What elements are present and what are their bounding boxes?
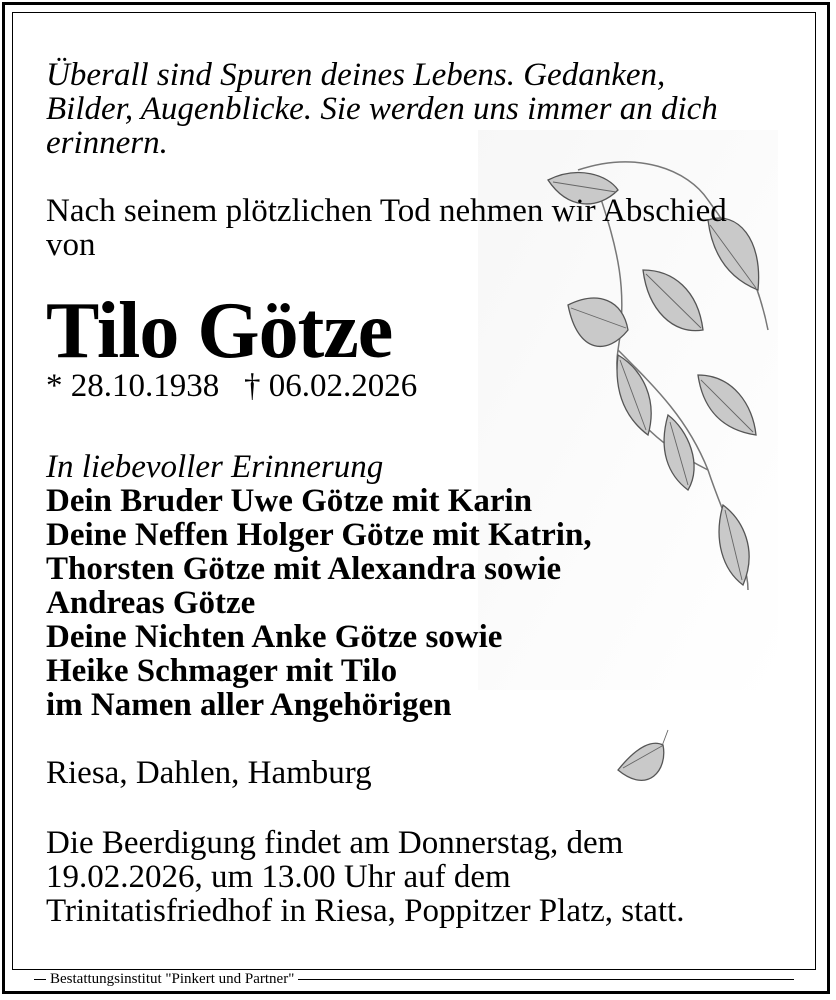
mourner-line: Deine Neffen Holger Götze mit Katrin, xyxy=(46,517,592,553)
memory-heading: In liebevoller Erinnerung xyxy=(46,449,384,485)
quote-line-3: erinnern. xyxy=(46,125,168,161)
funeral-home-footer xyxy=(34,968,794,992)
quote-line-1: Überall sind Spuren deines Lebens. Gedanken, xyxy=(46,57,666,93)
life-dates xyxy=(46,368,417,404)
quote-line-2: Bilder, Augenblicke. Sie werden uns immer an dich xyxy=(46,91,718,127)
intro-line-2: von xyxy=(46,227,96,263)
deceased-name: Tilo Götze xyxy=(46,287,393,375)
mourner-line: Deine Nichten Anke Götze sowie xyxy=(46,619,503,655)
mourner-line: Andreas Götze xyxy=(46,585,256,621)
mourner-line: Dein Bruder Uwe Götze mit Karin xyxy=(46,483,533,519)
funeral-line-3: Trinitatisfriedhof in Riesa, Poppitzer Platz, statt. xyxy=(46,893,685,929)
death-date: † 06.02.2026 xyxy=(244,368,418,404)
funeral-home-name: Bestattungsinstitut "Pinkert und Partner" xyxy=(46,970,298,988)
mourner-line: Thorsten Götze mit Alexandra sowie xyxy=(46,551,562,587)
mourner-line: Heike Schmager mit Tilo xyxy=(46,653,398,689)
mourner-line: im Namen aller Angehörigen xyxy=(46,687,452,723)
funeral-line-1: Die Beerdigung findet am Donnerstag, dem xyxy=(46,825,624,861)
birth-date: * 28.10.1938 xyxy=(46,368,220,404)
funeral-line-2: 19.02.2026, um 13.00 Uhr auf dem xyxy=(46,859,511,895)
places: Riesa, Dahlen, Hamburg xyxy=(46,755,372,791)
intro-line-1: Nach seinem plötzlichen Tod nehmen wir Abschied xyxy=(46,193,727,229)
